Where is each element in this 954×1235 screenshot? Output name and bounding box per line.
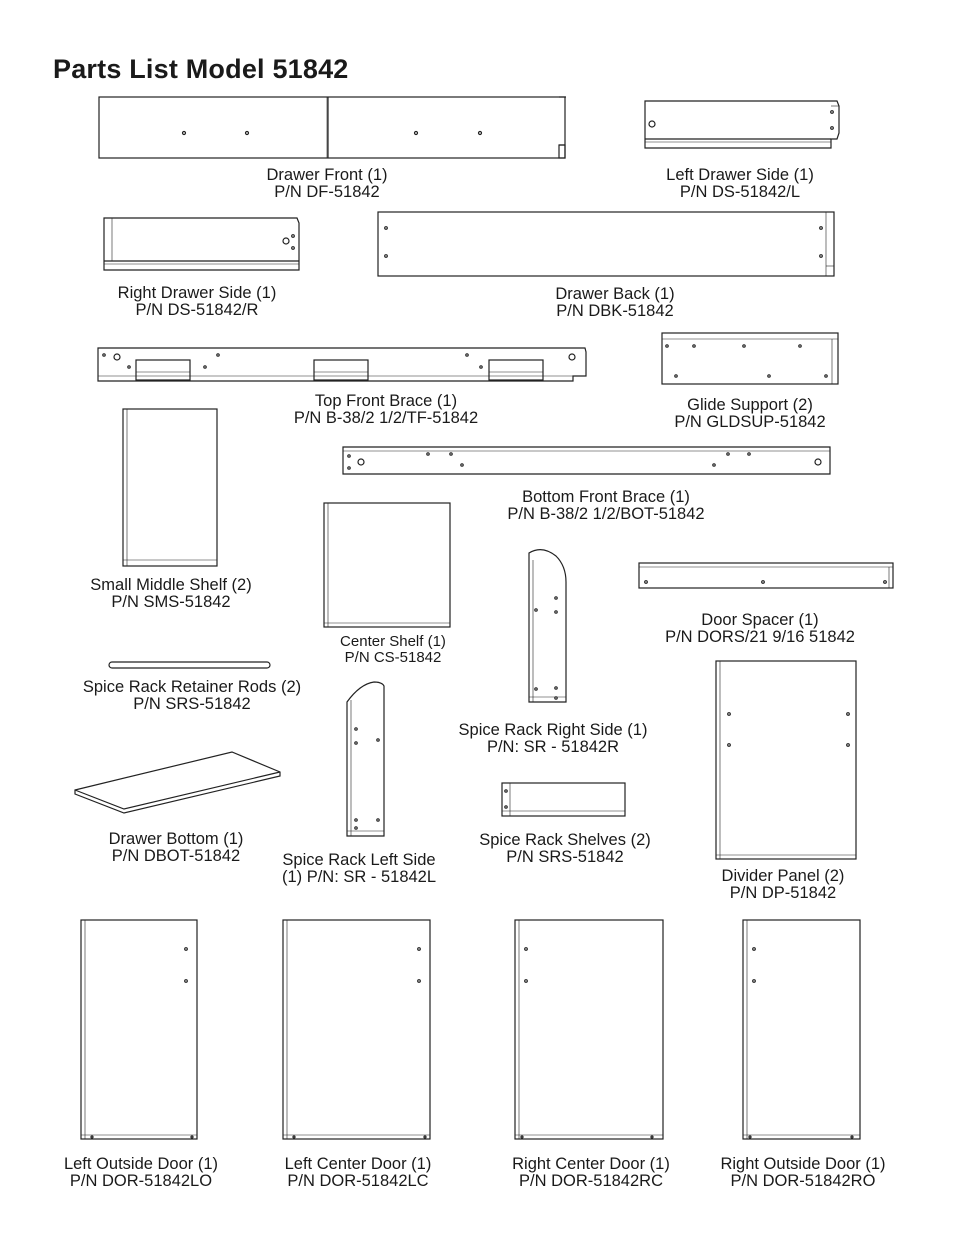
drawer-back-drawing bbox=[378, 212, 834, 276]
label-left-center-door bbox=[258, 1156, 458, 1190]
spice-rack-shelves-drawing bbox=[502, 783, 625, 816]
drawer-front-drawing bbox=[99, 97, 566, 158]
label-left-drawer-side bbox=[640, 167, 840, 201]
part-number: P/N SRS-51842 bbox=[506, 848, 624, 866]
part-name: Right Drawer Side (1) bbox=[117, 284, 277, 302]
part-name: Left Drawer Side (1) bbox=[666, 166, 814, 184]
part-name: Glide Support (2) bbox=[687, 396, 813, 414]
center-shelf-drawing bbox=[324, 503, 450, 627]
part-number: P/N DS-51842/L bbox=[679, 183, 801, 201]
part-number: P/N DP-51842 bbox=[729, 884, 837, 902]
part-name: Door Spacer (1) bbox=[701, 611, 819, 629]
label-right-drawer-side bbox=[87, 285, 307, 319]
part-number: P/N: SR - 51842R bbox=[486, 738, 620, 756]
label-drawer-bottom bbox=[76, 831, 276, 865]
part-number: P/N DOR-51842RO bbox=[730, 1172, 876, 1190]
right-outside-door-drawing bbox=[743, 920, 860, 1139]
part-name: Center Shelf (1) bbox=[340, 633, 446, 650]
part-name: Spice Rack Retainer Rods (2) bbox=[82, 678, 302, 696]
label-spice-rack-right-side bbox=[428, 722, 678, 756]
part-name: Bottom Front Brace (1) bbox=[522, 488, 690, 506]
part-name: Divider Panel (2) bbox=[721, 867, 845, 885]
part-number: P/N SRS-51842 bbox=[133, 695, 251, 713]
part-name: Drawer Front (1) bbox=[266, 166, 388, 184]
label-spice-rack-retainer-rods bbox=[52, 679, 332, 713]
label-right-outside-door bbox=[698, 1156, 908, 1190]
part-number: (1) P/N: SR - 51842L bbox=[281, 868, 437, 886]
part-number: P/N DOR-51842LC bbox=[287, 1172, 429, 1190]
part-number: P/N SMS-51842 bbox=[111, 593, 231, 611]
label-center-shelf bbox=[313, 634, 473, 666]
door-spacer-drawing bbox=[639, 563, 893, 588]
drawer-bottom-drawing bbox=[75, 752, 280, 813]
label-divider-panel bbox=[683, 868, 883, 902]
part-name: Drawer Back (1) bbox=[555, 285, 675, 303]
part-number: P/N DOR-51842LO bbox=[69, 1172, 213, 1190]
label-drawer-front bbox=[227, 167, 427, 201]
part-number: P/N GLDSUP-51842 bbox=[674, 413, 826, 431]
label-small-middle-shelf bbox=[61, 577, 281, 611]
part-name: Spice Rack Left Side bbox=[282, 851, 436, 869]
left-center-door-drawing bbox=[283, 920, 430, 1139]
label-glide-support bbox=[640, 397, 860, 431]
page-title: Parts List Model 51842 bbox=[53, 54, 349, 84]
bottom-front-brace-drawing bbox=[343, 447, 830, 474]
divider-panel-drawing bbox=[716, 661, 856, 859]
part-number: P/N B-38/2 1/2/TF-51842 bbox=[293, 409, 479, 427]
part-name: Top Front Brace (1) bbox=[314, 392, 458, 410]
glide-support-drawing bbox=[662, 333, 838, 384]
top-front-brace-drawing bbox=[98, 348, 586, 381]
left-outside-door-drawing bbox=[81, 920, 197, 1139]
spice-rack-right-side-drawing bbox=[529, 550, 566, 702]
spice-rack-retainer-rods-drawing bbox=[109, 662, 270, 668]
small-middle-shelf-drawing bbox=[123, 409, 217, 566]
label-spice-rack-shelves bbox=[455, 832, 675, 866]
label-spice-rack-left-side bbox=[254, 852, 464, 886]
part-number: P/N DBOT-51842 bbox=[111, 847, 241, 865]
part-name: Left Outside Door (1) bbox=[63, 1155, 219, 1173]
part-number: P/N DF-51842 bbox=[274, 183, 380, 201]
part-name: Drawer Bottom (1) bbox=[108, 830, 244, 848]
label-drawer-back bbox=[515, 286, 715, 320]
part-number: P/N DOR-51842RC bbox=[519, 1172, 663, 1190]
part-number: P/N DS-51842/R bbox=[135, 301, 259, 319]
part-name: Right Center Door (1) bbox=[512, 1155, 670, 1173]
part-number: P/N DORS/21 9/16 51842 bbox=[665, 628, 855, 646]
part-name: Spice Rack Shelves (2) bbox=[479, 831, 651, 849]
part-name: Left Center Door (1) bbox=[284, 1155, 432, 1173]
right-drawer-side-drawing bbox=[104, 218, 299, 270]
spice-rack-left-side-drawing bbox=[347, 682, 384, 836]
label-right-center-door bbox=[491, 1156, 691, 1190]
part-name: Right Outside Door (1) bbox=[720, 1155, 886, 1173]
label-left-outside-door bbox=[41, 1156, 241, 1190]
label-door-spacer bbox=[640, 612, 880, 646]
part-number: P/N CS-51842 bbox=[344, 649, 442, 666]
right-center-door-drawing bbox=[515, 920, 663, 1139]
label-top-front-brace bbox=[266, 393, 506, 427]
part-number: P/N DBK-51842 bbox=[556, 302, 674, 320]
left-drawer-side-drawing bbox=[645, 101, 839, 148]
part-number: P/N B-38/2 1/2/BOT-51842 bbox=[507, 505, 705, 523]
part-name: Spice Rack Right Side (1) bbox=[458, 721, 648, 739]
label-bottom-front-brace bbox=[476, 489, 736, 523]
part-name: Small Middle Shelf (2) bbox=[90, 576, 252, 594]
